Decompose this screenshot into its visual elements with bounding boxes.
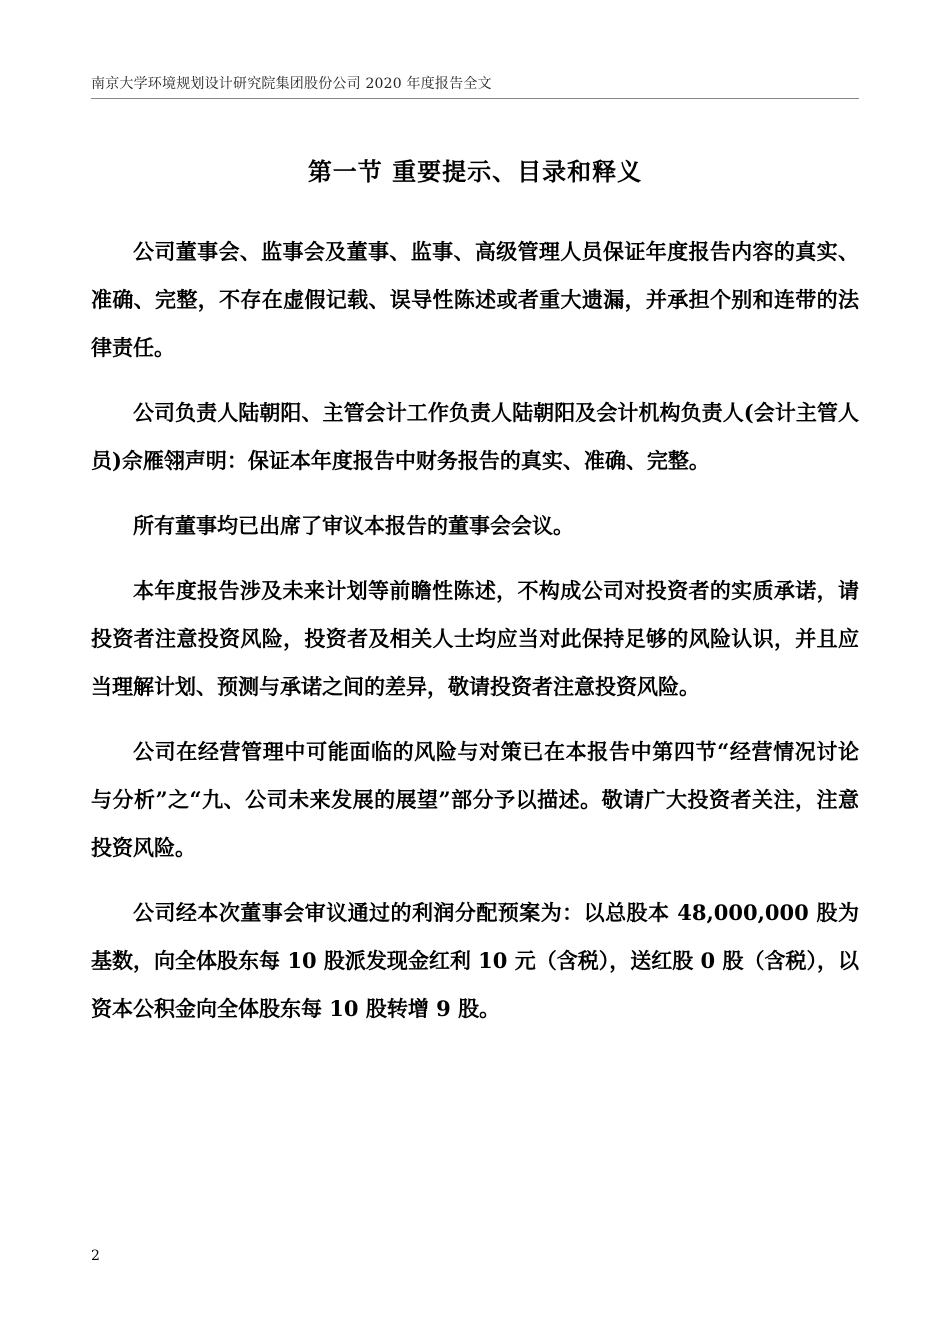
paragraph-forward-looking-statements: 本年度报告涉及未来计划等前瞻性陈述，不构成公司对投资者的实质承诺，请投资者注意投资风险，投资者及相关人士均应当对此保持足够的风险认识，并且应当理解计划、预测与承诺之间的差异，敬请投资者注意投资风险。: [91, 578, 859, 699]
section-title: 第一节 重要提示、目录和释义: [307, 157, 643, 186]
paragraph-profit-distribution: 公司经本次董事会审议通过的利润分配预案为：以总股本 48,000,000 股为基数，向全体股东每 10 股派发现金红利 10 元（含税），送红股 0 股（含税），以资本公积金向全体股东每 10 股转增 9 股。: [91, 900, 859, 1021]
running-header: 南京大学环境规划设计研究院集团股份公司 2020 年度报告全文: [91, 76, 492, 92]
paragraph-board-attendance: 所有董事均已出席了审议本报告的董事会会议。: [133, 513, 574, 538]
notice-body: [91, 228, 859, 1050]
paragraph-risk-reference: 公司在经营管理中可能面临的风险与对策已在本报告中第四节“经营情况讨论与分析”之“九、公司未来发展的展望”部分予以描述。敬请广大投资者关注，注意投资风险。: [91, 739, 859, 860]
header-divider: [91, 98, 859, 99]
paragraph-board-guarantee: 公司董事会、监事会及董事、监事、高级管理人员保证年度报告内容的真实、准确、完整，不存在虚假记载、误导性陈述或者重大遗漏，并承担个别和连带的法律责任。: [91, 239, 859, 360]
paragraph-financial-statement-declaration: 公司负责人陆朝阳、主管会计工作负责人陆朝阳及会计机构负责人(会计主管人员)佘雁翎声明：保证本年度报告中财务报告的真实、准确、完整。: [91, 400, 859, 473]
page-number: 2: [91, 1248, 100, 1264]
